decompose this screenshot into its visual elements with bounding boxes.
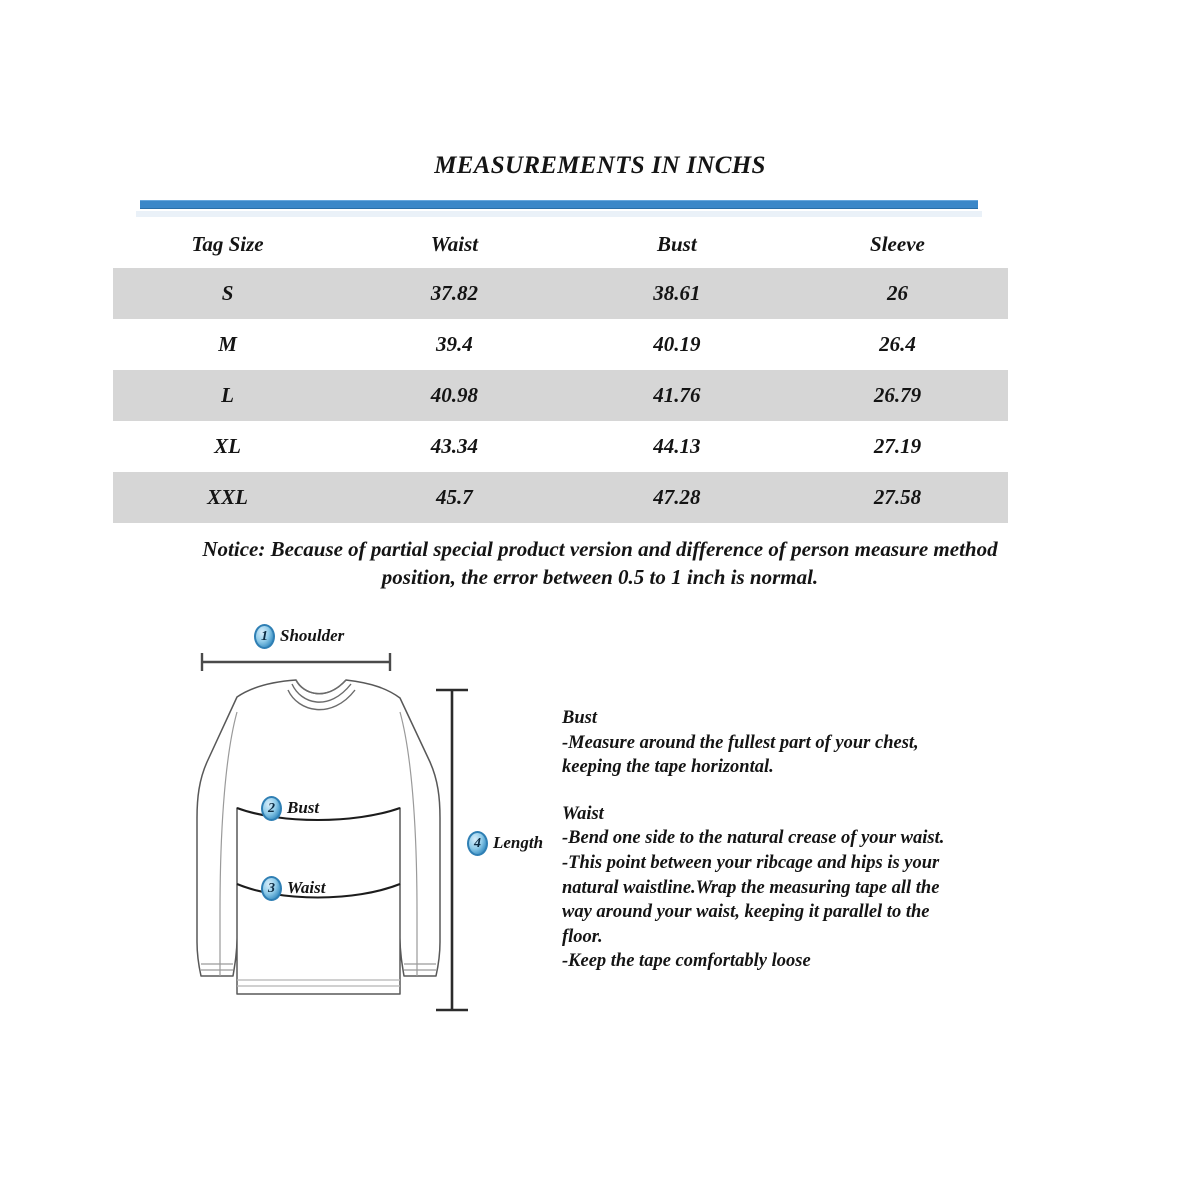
cell-sleeve: 26.79 — [787, 370, 1008, 421]
size-chart-table — [113, 220, 1008, 523]
instruction-line: -Measure around the fullest part of your chest, — [562, 732, 919, 753]
callout-label-bust: Bust — [287, 798, 320, 817]
instruction-line: -Bend one side to the natural crease of your waist. — [562, 828, 945, 849]
cell-bust: 47.28 — [567, 472, 787, 523]
table-row — [113, 472, 1008, 523]
instruction-line: floor. — [562, 926, 603, 947]
instruction-section-bust — [562, 706, 992, 780]
notice-text — [100, 536, 1100, 591]
instruction-line: -This point between your ribcage and hips is your — [562, 852, 940, 873]
cell-size: XL — [113, 421, 342, 472]
instruction-heading-bust: Bust — [562, 708, 597, 728]
page-title: MEASUREMENTS IN INCHS — [434, 152, 766, 179]
callout-label-length: Length — [493, 833, 544, 852]
cell-waist: 43.34 — [342, 421, 567, 472]
instruction-line: keeping the tape horizontal. — [562, 757, 774, 778]
column-header-tag-size: Tag Size — [113, 220, 342, 268]
cell-bust: 40.19 — [567, 319, 787, 370]
callout-badge-2: 2 — [261, 796, 282, 821]
table-header-row — [113, 220, 1008, 268]
callout-badge-3: 3 — [261, 876, 282, 901]
cell-waist: 40.98 — [342, 370, 567, 421]
cell-sleeve: 26 — [787, 268, 1008, 319]
column-header-sleeve: Sleeve — [787, 220, 1008, 268]
cell-sleeve: 26.4 — [787, 319, 1008, 370]
column-header-bust: Bust — [567, 220, 787, 268]
table-row — [113, 319, 1008, 370]
notice-line-1: Notice: Because of partial special product version and difference of person measure method — [202, 537, 998, 561]
length-measure-bar — [436, 690, 468, 1010]
instruction-line: way around your waist, keeping it parallel to the — [562, 902, 930, 923]
cell-bust: 44.13 — [567, 421, 787, 472]
notice-line-2: position, the error between 0.5 to 1 inch is normal. — [381, 564, 819, 589]
cell-sleeve: 27.19 — [787, 421, 1008, 472]
cell-waist: 45.7 — [342, 472, 567, 523]
cell-size: L — [113, 370, 342, 421]
callout-label-waist: Waist — [287, 878, 326, 897]
column-header-waist: Waist — [342, 220, 567, 268]
instruction-line: natural waistline.Wrap the measuring tape all the — [562, 877, 940, 898]
cell-waist: 37.82 — [342, 268, 567, 319]
shoulder-measure-bar — [202, 653, 390, 671]
instruction-spacer — [562, 780, 992, 802]
cell-bust: 38.61 — [567, 268, 787, 319]
table-row — [113, 268, 1008, 319]
shirt-illustration-svg — [140, 612, 560, 1042]
table-row — [113, 370, 1008, 421]
title-accent-rule-shadow — [136, 211, 982, 217]
instruction-heading-waist: Waist — [562, 803, 604, 824]
cell-sleeve: 27.58 — [787, 472, 1008, 523]
callout-label-shoulder: Shoulder — [280, 626, 345, 645]
cell-bust: 41.76 — [567, 370, 787, 421]
cell-waist: 39.4 — [342, 319, 567, 370]
cell-size: M — [113, 319, 342, 370]
cell-size: XXL — [113, 472, 342, 523]
cell-size: S — [113, 268, 342, 319]
measuring-instructions — [562, 706, 992, 974]
instruction-line: -Keep the tape comfortably loose — [562, 951, 811, 972]
table-row — [113, 421, 1008, 472]
callout-badge-1: 1 — [254, 624, 275, 649]
garment-diagram — [140, 612, 560, 1042]
title-accent-rule — [140, 200, 978, 209]
instruction-section-waist — [562, 802, 992, 974]
callout-badge-4: 4 — [467, 831, 488, 856]
